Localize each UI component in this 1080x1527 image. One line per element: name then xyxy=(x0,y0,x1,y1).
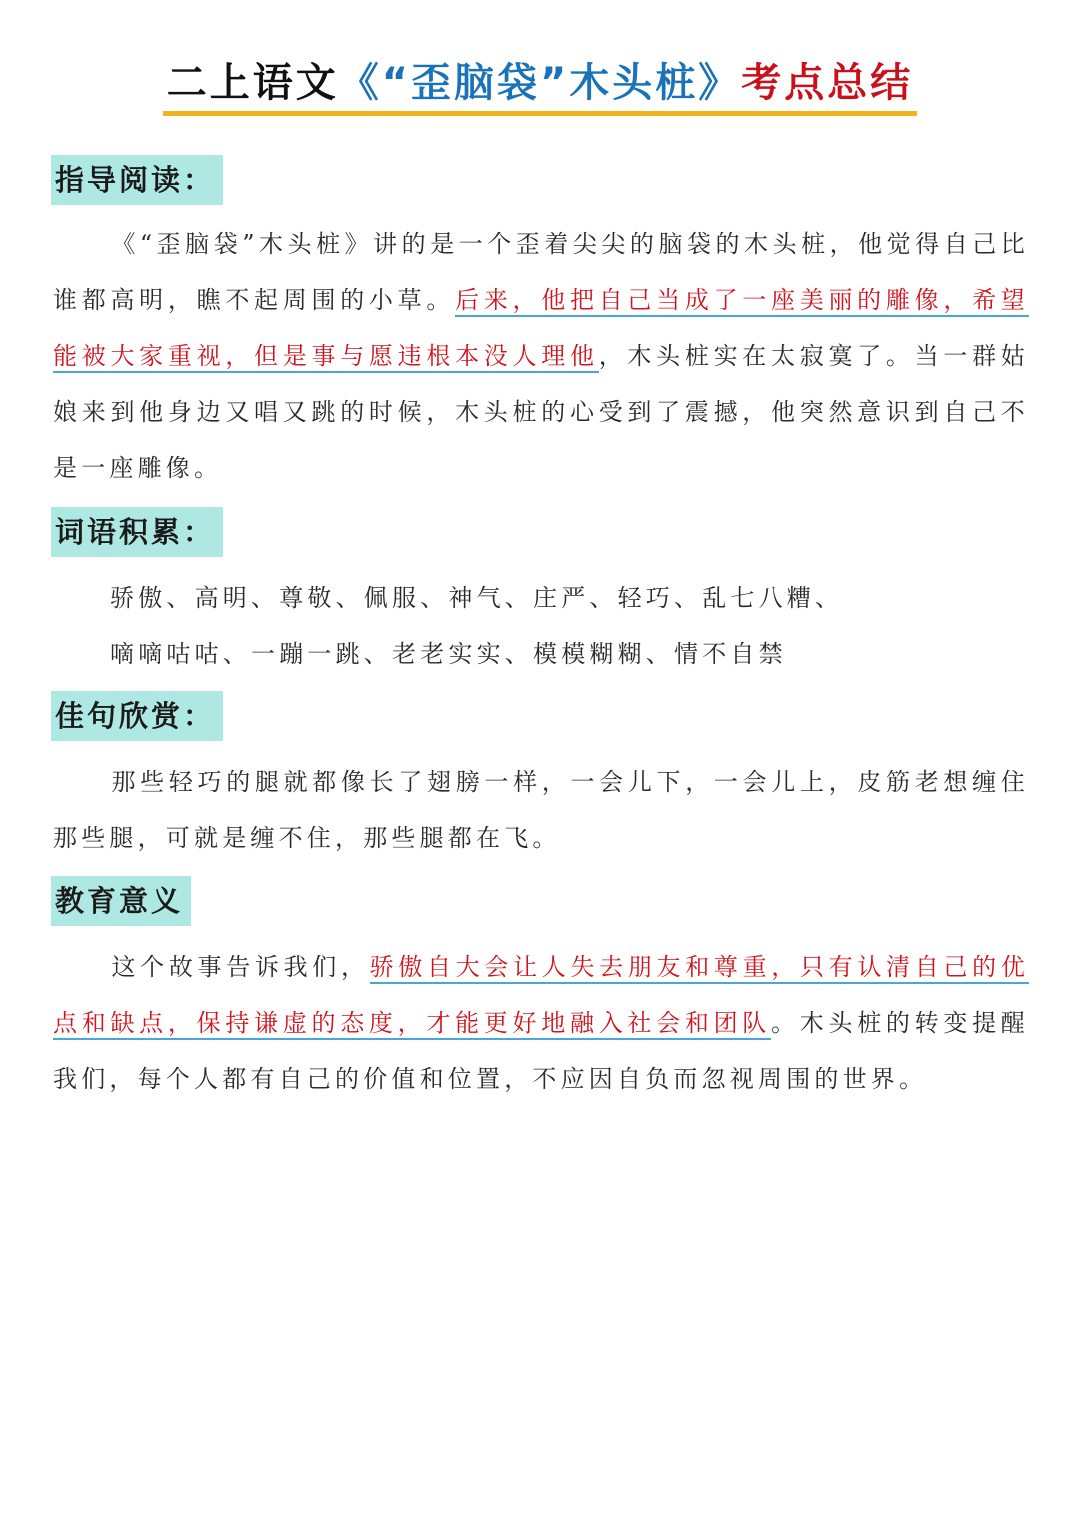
title-summary: 考点总结 xyxy=(741,60,914,106)
section-label-reading: 指导阅读： xyxy=(51,155,223,205)
section-label-meaning: 教育意义 xyxy=(51,876,191,926)
reading-text-outro: ，木头桩实在太寂寞了。当一群姑娘来到他身边又唱又跳的时候，木头桩的心受到了震撼，他突然意识到自己不是一座雕像。 xyxy=(53,342,1029,482)
vocab-line-1: 骄傲、高明、尊敬、佩服、神气、庄严、轻巧、乱七八糟、 xyxy=(110,584,844,612)
reading-highlight: 后来，他把自己当成了一座美丽的雕像，希望能被大家重视，但是事与愿违根本没人理他 xyxy=(53,286,1029,373)
sentence-text: 那些轻巧的腿就都像长了翅膀一样，一会儿下，一会儿上，皮筋老想缠住那些腿，可就是缠不住，那些腿都在飞。 xyxy=(53,768,1029,852)
meaning-text-outro: 。木头桩的转变提醒我们，每个人都有自己的价值和位置，不应因自负而忽视周围的世界。 xyxy=(53,1009,1029,1093)
page-title xyxy=(163,55,918,116)
page-header xyxy=(0,55,1080,116)
meaning-paragraph xyxy=(53,939,1029,1107)
title-subject: 二上语文 xyxy=(166,60,339,106)
vocab-line-2: 嘀嘀咕咕、一蹦一跳、老老实实、模模糊糊、情不自禁 xyxy=(110,640,787,668)
meaning-text-intro: 这个故事告诉我们， xyxy=(111,953,370,981)
section-label-sentence: 佳句欣赏： xyxy=(51,691,223,741)
meaning-highlight: 骄傲自大会让人失去朋友和尊重，只有认清自己的优点和缺点，保持谦虚的态度，才能更好地融入社会和团队 xyxy=(53,953,1029,1040)
section-label-vocab: 词语积累： xyxy=(51,507,223,557)
sentence-paragraph xyxy=(53,754,1029,866)
reading-text-intro: 《“歪脑袋”木头桩》讲的是一个歪着尖尖的脑袋的木头桩，他觉得自己比谁都高明，瞧不起周围的小草。 xyxy=(53,230,1029,314)
reading-paragraph xyxy=(53,216,1029,496)
title-lesson-name: 《“歪脑袋”木头桩》 xyxy=(338,60,742,106)
